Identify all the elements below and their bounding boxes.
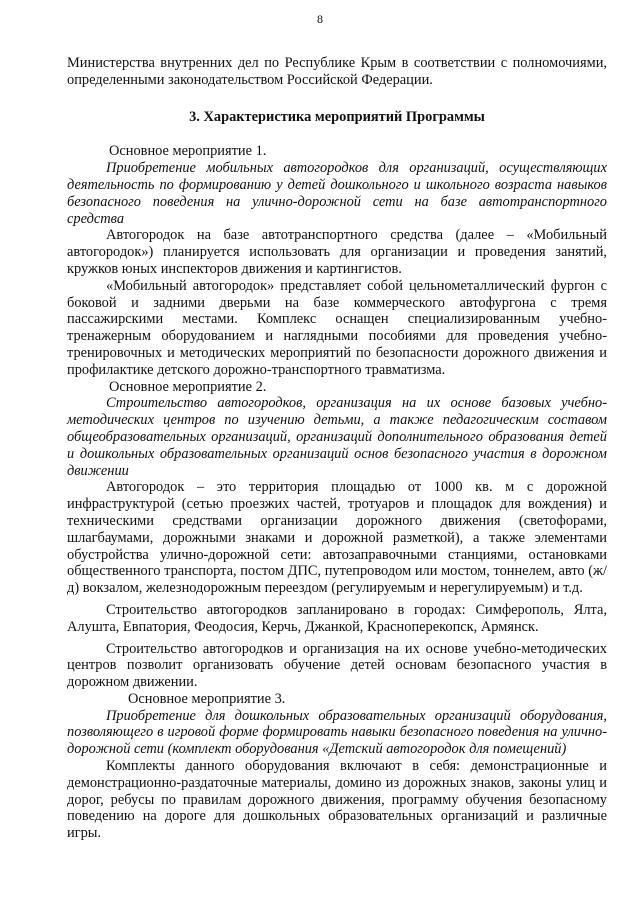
event1-title: Приобретение мобильных автогородков для организаций, осуществляющих деятельность по формированию у детей дошкольного и школьного возраста навыков безопасного поведения на улично-дорожной сети на базе автотранспортного средства [67,160,607,227]
event2-title: Строительство автогородков, организация на их основе базовых учебно-методических центров по изучению детьми, а также педагогическим составом общеобразовательных организаций, организаций дополнительного образования детей и дошкольных образовательных организаций основ безопасного участия в дорожном движении [67,395,607,479]
event1-label: Основное мероприятие 1. [109,143,267,160]
event2-paragraph: Автогородок – это территория площадью от 1000 кв. м с дорожной инфраструктурой (сетью проезжих частей, тротуаров и площадок для вождения) и техническими средствами организации дорожного движения (светофорами, шлагбаумами, дорожными знаками и дорожной разметкой), а также элементами обустройства улично-дорожной сети: автозаправочными станциями, остановками общественного транспорта, постом ДПС, путепроводом или мостом, тоннелем, авто (ж/д) вокзалом, железнодорожным переездом (регулируемым и нерегулируемым) и т.д. [67,479,607,597]
event1-paragraph: Автогородок на базе автотранспортного средства (далее – «Мобильный автогородок») планируется использовать для организации и проведения занятий, кружков юных инспекторов движения и картингистов. [67,227,607,277]
event2-paragraph: Строительство автогородков и организация на их основе учебно-методических центров позволит организовать обучение детей основам безопасного участия в дорожном движении. [67,640,607,691]
intro-paragraph: Министерства внутренних дел по Республике Крым в соответствии с полномочиями, определенными законодательством Российской Федерации. [67,55,607,88]
event1-paragraph: «Мобильный автогородок» представляет собой цельнометаллический фургон с боковой и задними дверьми на базе коммерческого автофургона с тремя пассажирскими местами. Комплекс оснащен специализированным учебно-тренажерным оборудованием и наглядными пособиями для проведения учебно-тренировочных и методических мероприятий по безопасности дорожного движения и профилактике детского дорожно-транспортного травматизма. [67,277,607,378]
section-heading: 3. Характеристика мероприятий Программы [189,108,485,125]
event3-label: Основное мероприятие 3. [128,690,286,707]
event2-label: Основное мероприятие 2. [109,378,267,395]
page-number: 8 [317,12,323,26]
event3-paragraph: Комплекты данного оборудования включают в себя: демонстрационные и демонстрационно-раздаточные материалы, домино из дорожных знаков, законы улиц и дорог, ребусы по правилам дорожного движения, программу обучения безопасному поведению на дороге для дошкольных образовательных организаций и различные игры. [67,758,607,842]
event3-title: Приобретение для дошкольных образовательных организаций оборудования, позволяющего в игровой форме формировать навыки безопасного поведения на улично-дорожной сети (комплект оборудования «Детский автогородок для помещений) [67,707,607,758]
document-body [67,55,607,842]
event2-paragraph: Строительство автогородков запланировано в городах: Симферополь, Ялта, Алушта, Евпатория, Феодосия, Керчь, Джанкой, Красноперекопск, Армянск. [67,601,607,635]
